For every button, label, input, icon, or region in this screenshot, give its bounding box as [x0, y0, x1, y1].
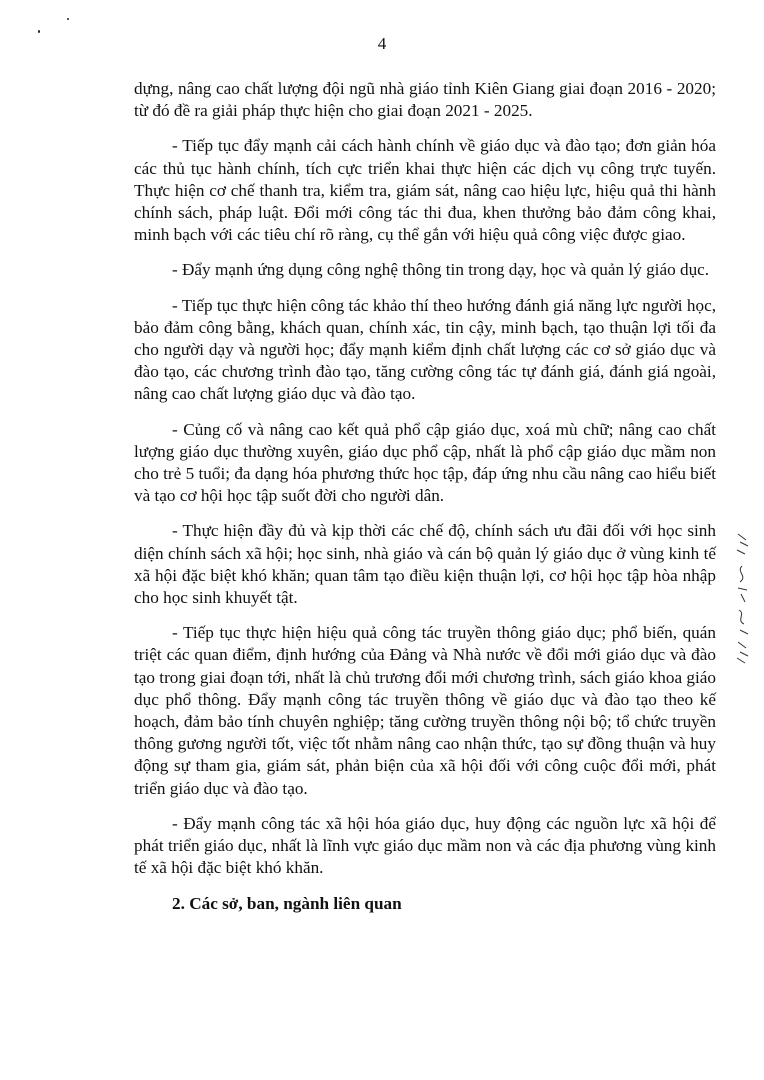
- paragraph-communication: - Tiếp tục thực hiện hiệu quả công tác truyền thông giáo dục; phổ biến, quán triệt các quan điểm, định hướng của Đảng và Nhà nước về đổi mới giáo dục và đào tạo trong giai đoạn tới, nhất là chủ trương đổi mới chương trình, sách giáo khoa giáo dục phổ thông. Đẩy mạnh công tác truyền thông về giáo dục và đào tạo theo kế hoạch, đảm bảo tính chuyên nghiệp; tăng cường truyền thông nội bộ; tổ chức truyền thông gương người tốt, việc tốt nhằm nâng cao nhận thức, tạo sự đồng thuận và huy động sự tham gia, giám sát, phản biện của xã hội đối với công cuộc đổi mới, phát triển giáo dục và đào tạo.: [134, 623, 716, 798]
- scan-speck: [67, 18, 69, 20]
- section-heading: 2. Các sở, ban, ngành liên quan: [172, 893, 402, 913]
- paragraph-assessment: - Tiếp tục thực hiện công tác khảo thí theo hướng đánh giá năng lực người học, bảo đảm công bằng, khách quan, chính xác, tin cậy, minh bạch, tạo thuận lợi tối đa cho người dạy và người học; đẩy mạnh kiểm định chất lượng các cơ sở giáo dục và đào tạo, các chương trình đào tạo, tăng cường công tác tự đánh giá, đánh giá ngoài, nâng cao chất lượng giáo dục và đào tạo.: [134, 295, 716, 404]
- page-number: 4: [377, 34, 387, 53]
- margin-seal-mark: [732, 530, 754, 665]
- paragraph-policy-support: - Thực hiện đầy đủ và kịp thời các chế độ, chính sách ưu đãi đối với học sinh diện chính sách xã hội; học sinh, nhà giáo và cán bộ quản lý giáo dục ở vùng kinh tế xã hội đặc biệt khó khăn; quan tâm tạo điều kiện thuận lợi, cơ hội học tập hòa nhập cho học sinh khuyết tật.: [134, 521, 716, 608]
- paragraph-it-application: - Đẩy mạnh ứng dụng công nghệ thông tin trong dạy, học và quản lý giáo dục.: [172, 260, 710, 280]
- paragraph-socialization: - Đẩy mạnh công tác xã hội hóa giáo dục, huy động các nguồn lực xã hội để phát triển giáo dục, nhất là lĩnh vực giáo dục mầm non và các địa phương vùng kinh tế xã hội đặc biệt khó khăn.: [134, 813, 716, 878]
- scan-speck: [38, 30, 40, 33]
- paragraph-continuation: dựng, nâng cao chất lượng đội ngũ nhà giáo tỉnh Kiên Giang giai đoạn 2016 - 2020; từ đó đề ra giải pháp thực hiện cho giai đoạn 2021 - 2025.: [134, 79, 716, 121]
- document-body: [134, 78, 716, 915]
- paragraph-universalization: - Củng cố và nâng cao kết quả phổ cập giáo dục, xoá mù chữ; nâng cao chất lượng giáo dục thường xuyên, giáo dục phổ cập, nhất là phổ cập giáo dục mầm non cho trẻ 5 tuổi; đa dạng hóa phương thức học tập, đáp ứng nhu cầu nâng cao hiểu biết và tạo cơ hội học tập suốt đời cho người dân.: [134, 419, 716, 506]
- paragraph-admin-reform: - Tiếp tục đẩy mạnh cải cách hành chính về giáo dục và đào tạo; đơn giản hóa các thủ tục hành chính, tích cực triển khai thực hiện các dịch vụ công trực tuyến. Thực hiện cơ chế thanh tra, kiểm tra, giám sát, nâng cao hiệu lực, hiệu quả thi hành chính sách, pháp luật. Đổi mới công tác thi đua, khen thưởng bảo đảm công khai, minh bạch với các tiêu chí rõ ràng, cụ thể gắn với hiệu quả công việc được giao.: [134, 136, 716, 245]
